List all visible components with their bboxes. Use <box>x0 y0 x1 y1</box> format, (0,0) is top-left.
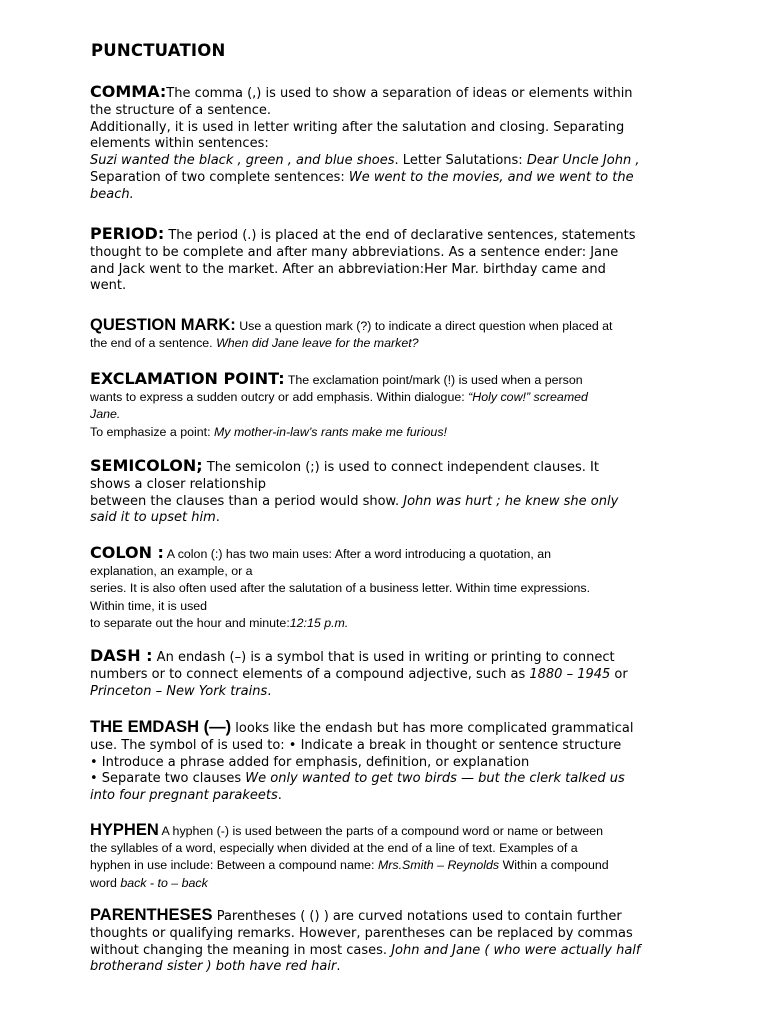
semicolon-text: between the clauses than a period would show. <box>90 493 404 509</box>
parentheses-text: thoughts or qualifying remarks. However, parentheses can be replaced by commas <box>90 925 633 941</box>
colon-text: explanation, an example, or a <box>90 564 253 579</box>
emdash-example: into four pregnant parakeets <box>90 788 278 804</box>
question-mark-text: Use a question mark (?) to indicate a direct question when placed at <box>235 319 613 333</box>
comma-heading: COMMA: <box>90 82 167 101</box>
semicolon-example: said it to upset him <box>90 510 216 526</box>
comma-example: Suzi wanted the black , green , and blue shoes <box>90 153 395 169</box>
parentheses-example: John and Jane ( who were actually half <box>391 942 641 958</box>
comma-example: beach. <box>90 186 134 202</box>
emdash-text: use. The symbol of is used to: • Indicate a break in thought or sentence structure <box>90 737 622 753</box>
hyphen-text: word <box>90 875 121 890</box>
dash-example: Princeton – New York trains <box>90 683 268 699</box>
question-mark-example: When did Jane leave for the market? <box>216 336 419 351</box>
period-heading: PERIOD: <box>90 224 165 243</box>
emdash-text: looks like the endash but has more complicated grammatical <box>231 721 634 736</box>
dash-text: An endash (–) is a symbol that is used in writing or printing to connect <box>152 650 615 665</box>
dash-text: or <box>610 666 628 682</box>
dash-example: 1880 – 1945 <box>529 666 611 682</box>
parentheses-text: Parentheses ( () ) are curved notations used to contain further <box>212 909 622 924</box>
colon-text: to separate out the hour and minute: <box>90 615 290 630</box>
emdash-example: We only wanted to get two birds — but the clerk talked us <box>245 771 625 787</box>
section-parentheses <box>90 907 690 976</box>
section-colon <box>90 544 690 632</box>
parentheses-example: brotherand sister ) both have red hair <box>90 959 337 975</box>
period-text: and Jack went to the market. After an abbreviation:Her Mar. birthday came and <box>90 261 606 277</box>
dash-heading: DASH : <box>90 646 153 665</box>
semicolon-text: shows a closer relationship <box>90 476 266 492</box>
hyphen-text: hyphen in use include: Between a compound name: <box>90 858 378 873</box>
comma-text: Separation of two complete sentences: <box>90 169 349 185</box>
hyphen-text: the syllables of a word, especially when divided at the end of a line of text. Examples of a <box>90 841 578 856</box>
exclamation-example: Jane. <box>90 407 121 422</box>
comma-text: . Letter Salutations: <box>394 153 527 169</box>
section-emdash <box>90 719 690 805</box>
colon-heading: COLON : <box>90 543 164 562</box>
section-period <box>90 226 690 295</box>
section-dash <box>90 648 690 700</box>
comma-text: The comma (,) is used to show a separation of ideas or elements within <box>166 86 633 101</box>
parentheses-text: . <box>336 959 341 975</box>
question-mark-heading: QUESTION MARK: <box>90 316 236 334</box>
colon-text: series. It is also often used after the salutation of a business letter. Within time expressions. <box>90 581 591 596</box>
exclamation-text: wants to express a sudden outcry or add emphasis. Within dialogue: <box>90 390 469 405</box>
page-title: PUNCTUATION <box>91 41 226 60</box>
section-semicolon <box>90 458 690 527</box>
comma-text: the structure of a sentence. <box>90 102 271 118</box>
exclamation-example: My mother-in-law’s rants make me furious! <box>213 424 447 439</box>
section-hyphen <box>90 822 690 892</box>
parentheses-text: without changing the meaning in most cases. <box>90 942 392 958</box>
exclamation-example: “Holy cow!” screamed <box>468 390 588 405</box>
semicolon-heading: SEMICOLON; <box>90 456 203 475</box>
emdash-text: • Introduce a phrase added for emphasis, definition, or explanation <box>90 754 530 770</box>
emdash-text: • Separate two clauses <box>90 771 246 787</box>
section-comma <box>90 84 690 204</box>
semicolon-text: . <box>215 510 220 526</box>
hyphen-example: back - to – back <box>120 875 208 890</box>
emdash-text: . <box>277 788 282 804</box>
colon-text: Within time, it is used <box>90 598 208 613</box>
comma-text: Additionally, it is used in letter writing after the salutation and closing. Separating <box>90 119 625 135</box>
section-question-mark <box>90 317 690 352</box>
dash-text: numbers or to connect elements of a compound adjective, such as <box>90 666 530 682</box>
dash-text: . <box>267 683 272 699</box>
hyphen-example: Mrs.Smith – Reynolds <box>377 858 500 873</box>
period-text: The period (.) is placed at the end of declarative sentences, statements <box>164 228 636 243</box>
hyphen-heading: HYPHEN <box>90 821 159 839</box>
hyphen-text: A hyphen (-) is used between the parts of a compound word or name or between <box>158 824 604 838</box>
comma-text: elements within sentences: <box>90 136 269 152</box>
semicolon-example: John was hurt ; he knew she only <box>403 493 619 509</box>
exclamation-heading: EXCLAMATION POINT: <box>90 369 285 388</box>
colon-example: 12:15 p.m. <box>289 615 349 630</box>
section-exclamation-point <box>90 370 690 441</box>
period-text: went. <box>90 278 127 294</box>
emdash-heading: THE EMDASH (—) <box>90 718 232 736</box>
semicolon-text: The semicolon (;) is used to connect independent clauses. It <box>202 460 599 475</box>
question-mark-text: the end of a sentence. <box>90 336 217 351</box>
comma-example: Dear Uncle John , <box>526 153 640 169</box>
colon-text: A colon (:) has two main uses: After a word introducing a quotation, an <box>163 547 552 561</box>
parentheses-heading: PARENTHESES <box>90 906 213 924</box>
exclamation-text: The exclamation point/mark (!) is used when a person <box>284 373 583 387</box>
hyphen-text: Within a compound <box>499 858 609 873</box>
exclamation-text: To emphasize a point: <box>90 424 214 439</box>
period-text: thought to be complete and after many abbreviations. As a sentence ender: Jane <box>90 244 619 260</box>
comma-example: We went to the movies, and we went to the <box>348 169 634 185</box>
